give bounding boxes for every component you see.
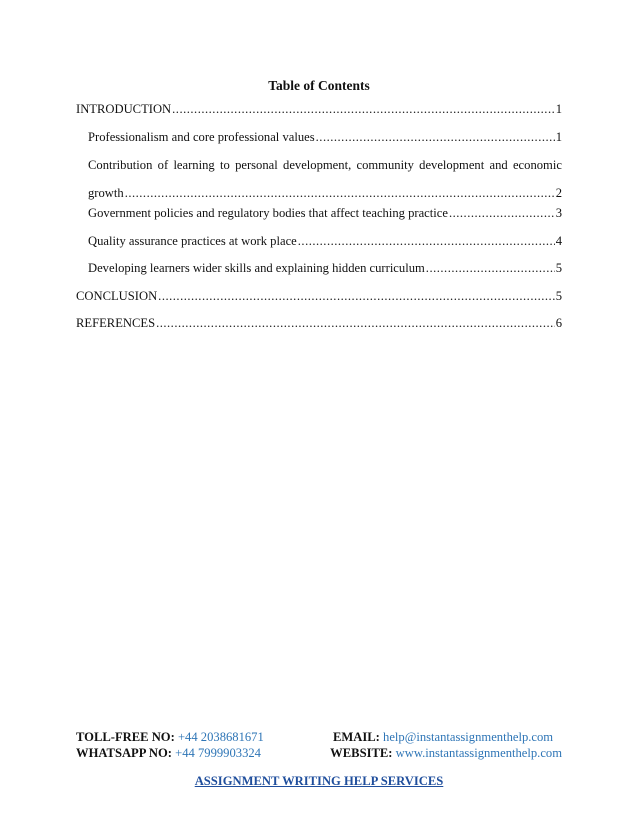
toc-leader-dots [158, 288, 555, 304]
website-link[interactable]: www.instantassignmenthelp.com [395, 746, 562, 760]
toc-title: Table of Contents [268, 78, 370, 93]
toc-page-number: 1 [555, 102, 562, 116]
toc-page-number: 5 [555, 261, 562, 275]
toc-entry-references[interactable] [76, 315, 562, 331]
toc-page-number: 4 [555, 234, 562, 248]
email-label: EMAIL: [333, 730, 380, 744]
toc-entry-label: Quality assurance practices at work place [88, 234, 297, 248]
whatsapp-number[interactable]: +44 7999903324 [175, 746, 261, 760]
whatsapp-label: WHATSAPP NO: [76, 746, 172, 760]
toc-entry-professionalism[interactable] [88, 129, 562, 145]
tollfree-label: TOLL-FREE NO: [76, 730, 175, 744]
tollfree-number[interactable]: +44 2038681671 [177, 730, 264, 744]
toc-page-number: 6 [555, 316, 562, 330]
toc-entry-label: INTRODUCTION [76, 102, 172, 116]
toc-page-number: 3 [555, 206, 562, 220]
toc-entry-label: Developing learners wider skills and explaining hidden curriculum [88, 261, 425, 275]
toc-entry-label: Professionalism and core professional values [88, 130, 315, 144]
toc-leader-dots [426, 260, 555, 276]
toc-entry-conclusion[interactable] [76, 288, 562, 304]
contact-footer [76, 729, 562, 761]
toc-entry-developing-learners[interactable] [88, 260, 562, 276]
toc-entry-quality-assurance[interactable] [88, 233, 562, 249]
toc-leader-dots [156, 315, 555, 331]
toc-entry-label: growth [88, 186, 124, 200]
email-link[interactable]: help@instantassignmenthelp.com [383, 730, 554, 744]
services-banner-link[interactable]: ASSIGNMENT WRITING HELP SERVICES [194, 774, 444, 788]
toc-page-number: 1 [555, 130, 562, 144]
website-label: WEBSITE: [330, 746, 393, 760]
toc-leader-dots [125, 185, 555, 201]
toc-page-number: 2 [555, 186, 562, 200]
toc-leader-dots [316, 129, 555, 145]
toc-leader-dots [449, 205, 555, 221]
toc-entry-government-policies[interactable] [88, 205, 562, 221]
toc-entry-label-line1: Contribution of learning to personal development, community development and economic [88, 158, 562, 172]
toc-entry-label: Government policies and regulatory bodies that affect teaching practice [88, 206, 448, 220]
toc-entry-label: CONCLUSION [76, 289, 158, 303]
toc-page-number: 5 [555, 289, 562, 303]
toc-leader-dots [298, 233, 555, 249]
toc-entry-introduction[interactable] [76, 101, 562, 117]
toc-entry-contribution[interactable] [88, 157, 562, 201]
toc-entry-label: REFERENCES [76, 316, 156, 330]
toc-leader-dots [172, 101, 555, 117]
